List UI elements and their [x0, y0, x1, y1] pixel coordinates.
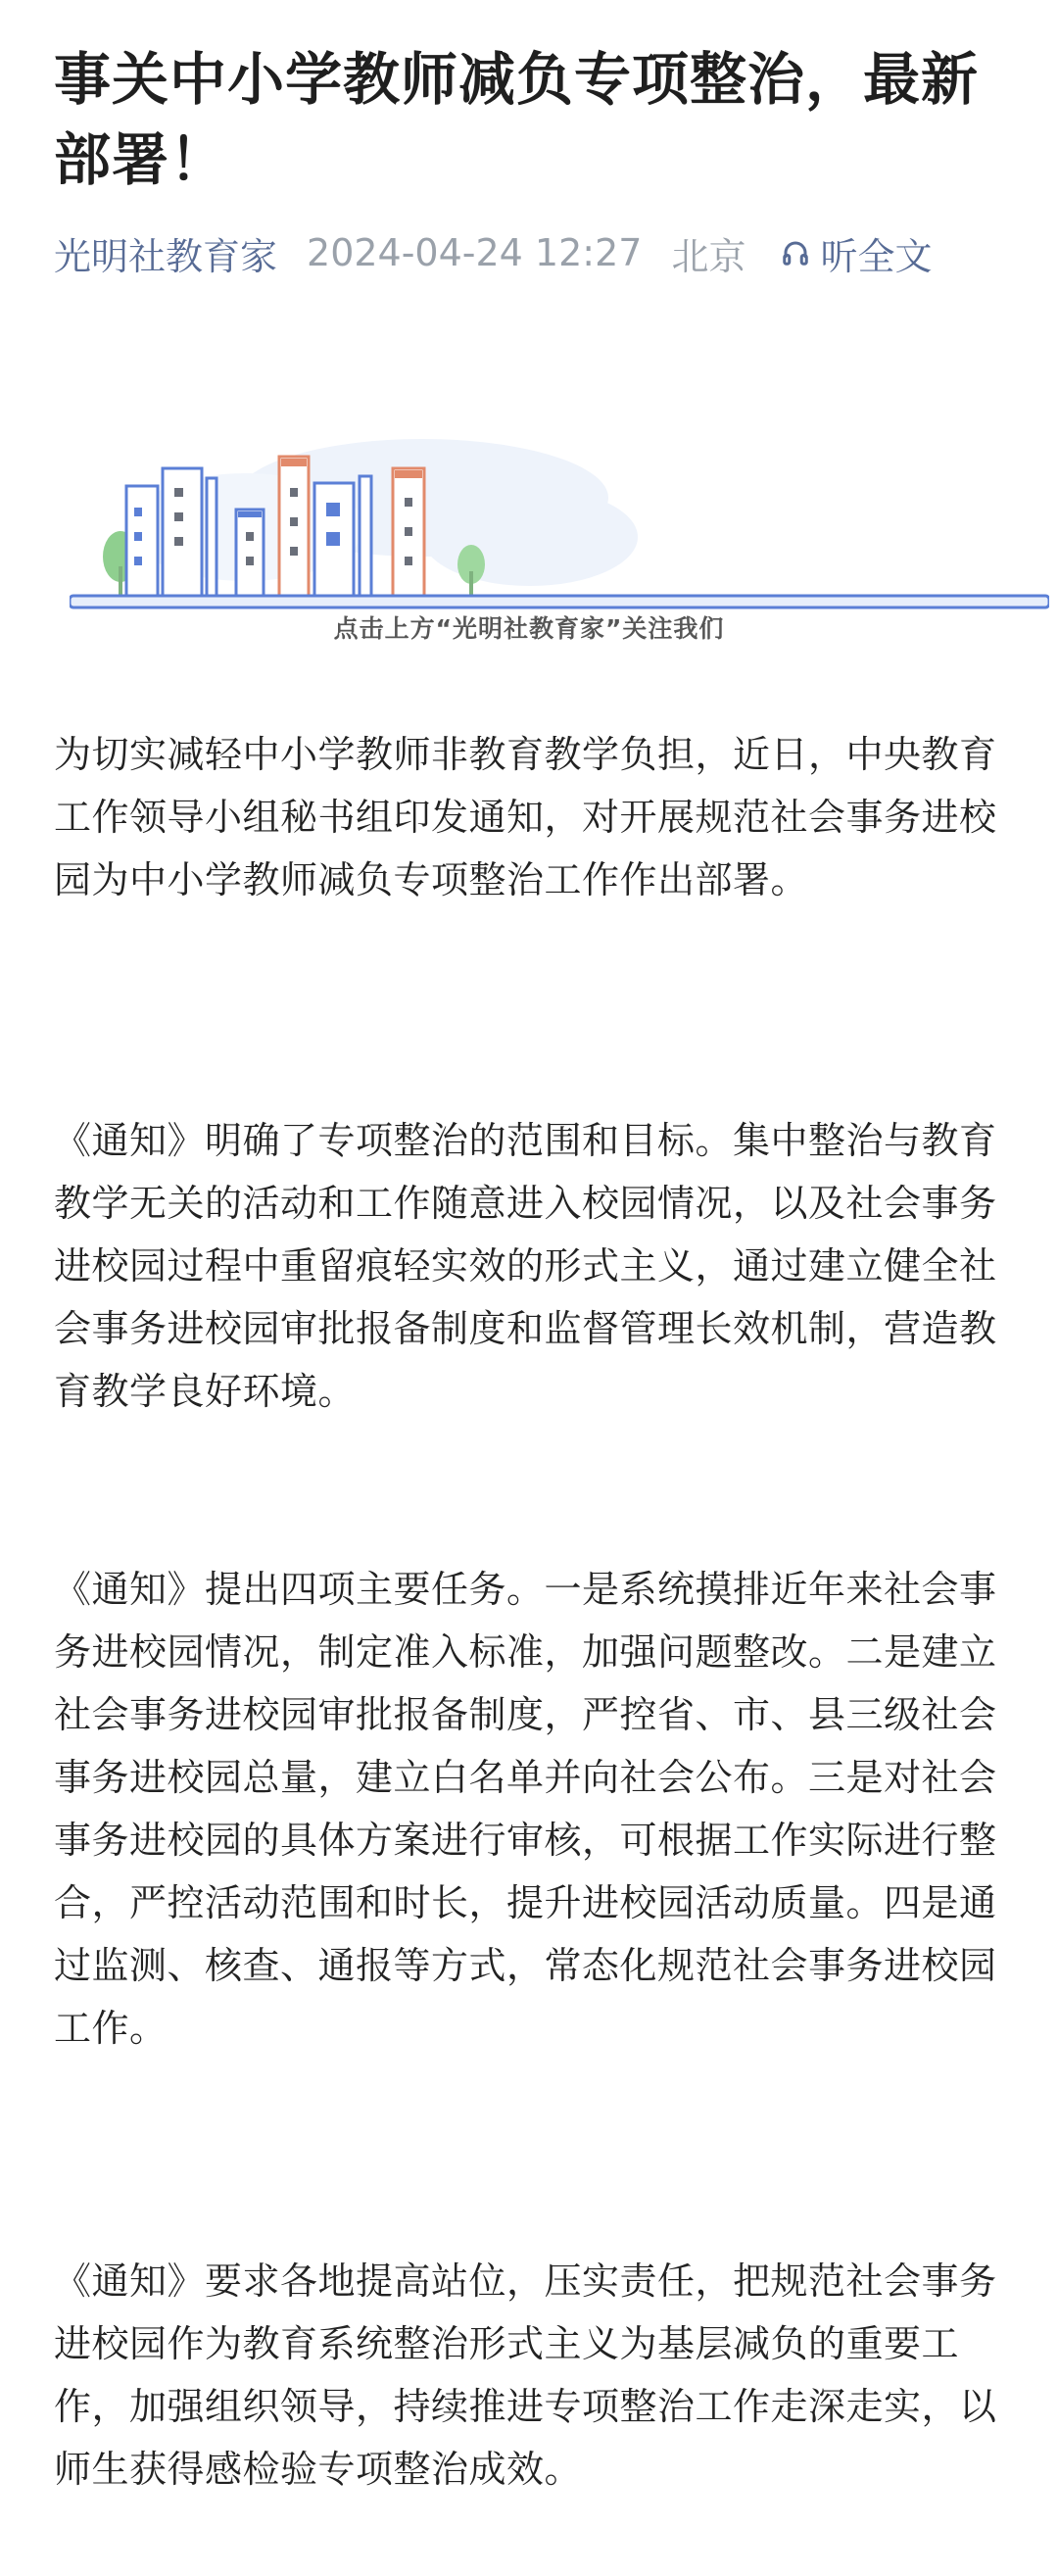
article-title: 事关中小学教师减负专项整治，最新部署！ — [54, 46, 980, 193]
article-paragraph: 《通知》要求各地提高站位，压实责任，把规范社会事务进校园作为教育系统整治形式主义为基层减负的重要工作，加强组织领导，持续推进专项整治工作走深走实，以师生获得感检验专项整治成效。 — [54, 2260, 997, 2491]
article-meta — [54, 223, 1004, 282]
banner-caption: 点击上方“光明社教育家”关注我们 — [333, 614, 725, 643]
article-paragraph: 《通知》提出四项主要任务。一是系统摸排近年来社会事务进校园情况，制定准入标准，加强问题整改。二是建立社会事务进校园审批报备制度，严控省、市、县三级社会事务进校园总量，建立白名单并向社会公布。三是对社会事务进校园的具体方案进行审核，可根据工作实际进行整合，严控活动范围和时长，提升进校园活动质量。四是通过监测、核查、通报等方式，常态化规范社会事务进校园工作。 — [54, 1568, 997, 2050]
article-paragraph: 为切实减轻中小学教师非教育教学负担，近日，中央教育工作领导小组秘书组印发通知，对开展规范社会事务进校园为中小学教师减负专项整治工作作出部署。 — [54, 733, 997, 901]
publish-date: 2024-04-24 12:27 — [307, 231, 643, 274]
listen-label: 听全文 — [820, 234, 933, 278]
source-account-link[interactable]: 光明社教育家 — [54, 234, 278, 278]
publish-location: 北京 — [671, 234, 746, 278]
headphones-icon — [781, 238, 810, 267]
article-paragraph: 《通知》明确了专项整治的范围和目标。集中整治与教育教学无关的活动和工作随意进入校园情况，以及社会事务进校园过程中重留痕轻实效的形式主义，通过建立健全社会事务进校园审批报备制度和监督管理长效机制，营造教育教学良好环境。 — [54, 1119, 997, 1413]
listen-button[interactable] — [781, 226, 932, 280]
